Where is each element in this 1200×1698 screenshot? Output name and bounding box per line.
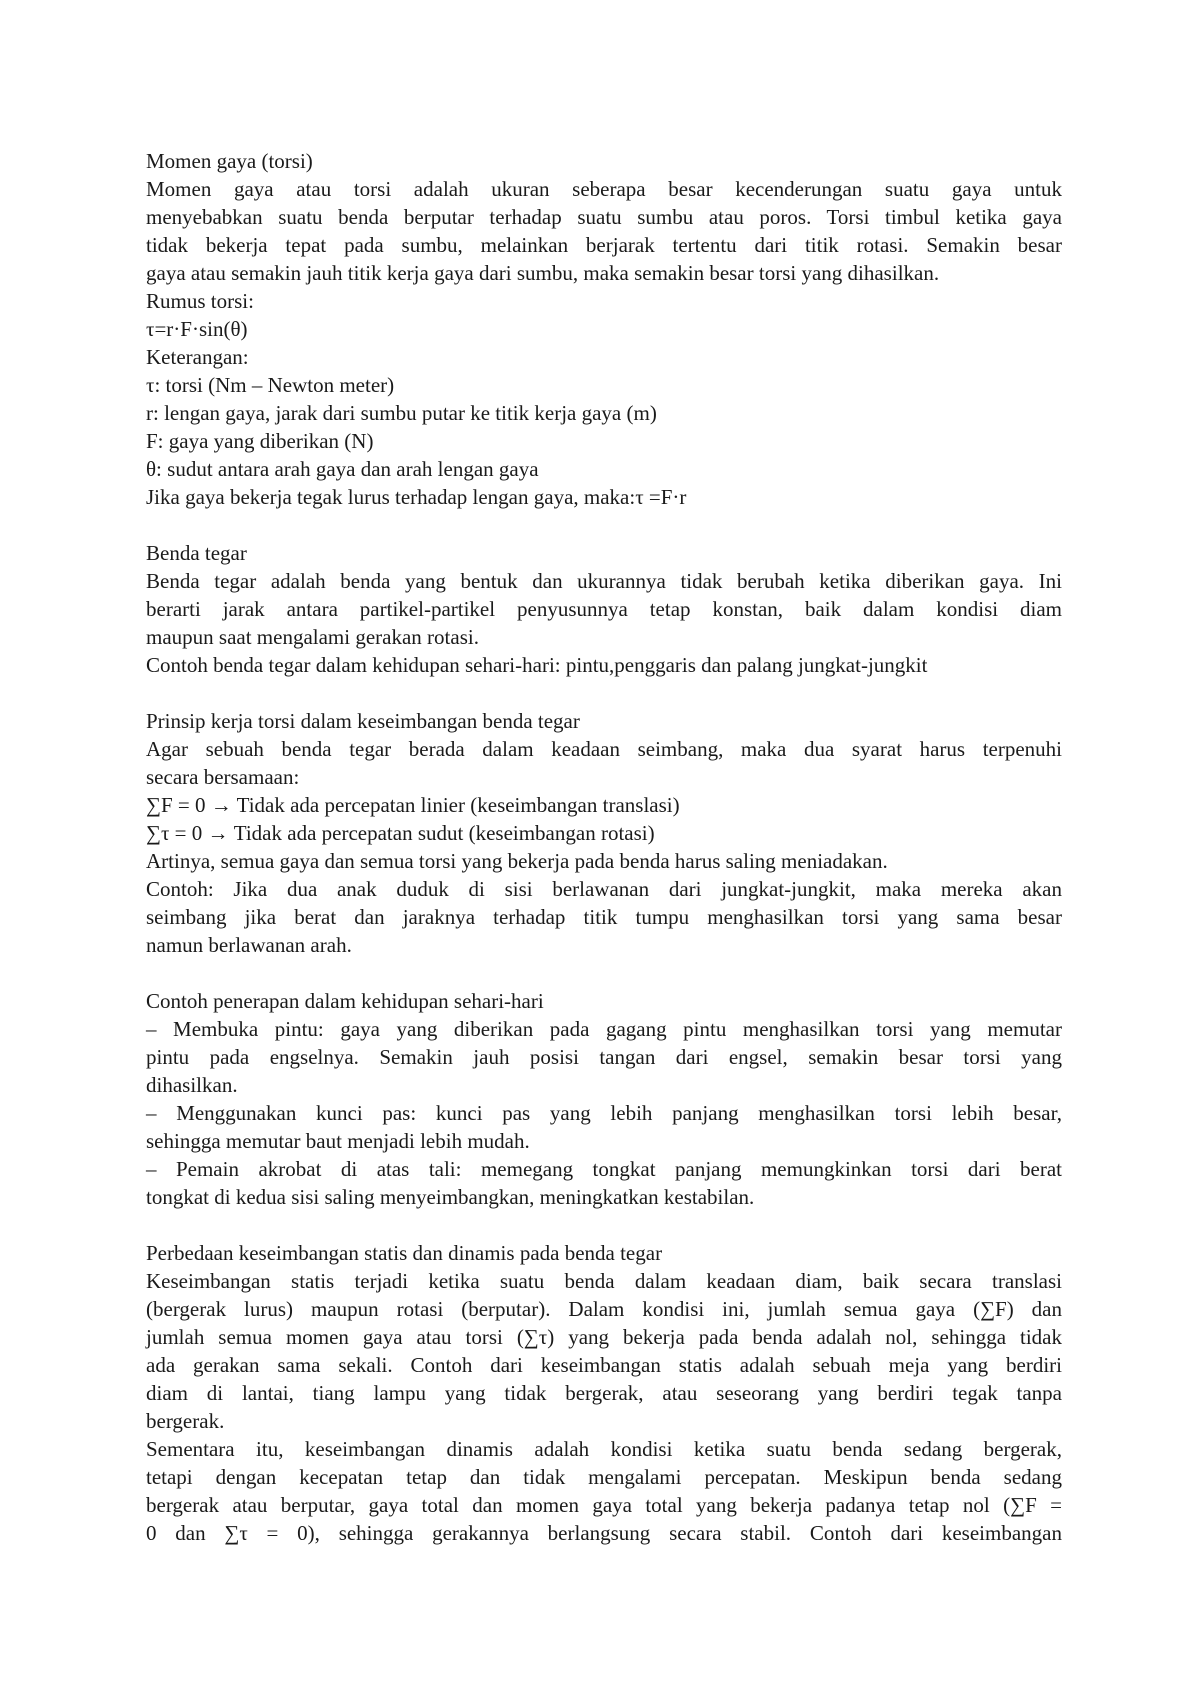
section-4: [146, 987, 1062, 1211]
text-line: namun berlawanan arah.: [146, 933, 352, 957]
text-line: secara bersamaan:: [146, 765, 300, 789]
text-line: τ: torsi (Nm – Newton meter): [146, 373, 395, 397]
text-line: Sementara itu, keseimbangan dinamis adalah kondisi ketika suatu benda sedang bergerak,: [146, 1437, 1062, 1461]
section-2: [146, 539, 1062, 679]
text-line: tidak bekerja tepat pada sumbu, melainkan berjarak tertentu dari titik rotasi. Semakin besar: [146, 233, 1062, 257]
paragraph-gap: [146, 959, 1062, 987]
text-line: tetapi dengan kecepatan tetap dan tidak mengalami percepatan. Meskipun benda sedang: [146, 1465, 1062, 1489]
text-line: ada gerakan sama sekali. Contoh dari keseimbangan statis adalah sebuah meja yang berdiri: [146, 1353, 1062, 1377]
text-line: sehingga memutar baut menjadi lebih mudah.: [146, 1129, 530, 1153]
section-3: [146, 707, 1062, 959]
text-line: ∑F = 0 → Tidak ada percepatan linier (keseimbangan translasi): [146, 793, 680, 817]
section-heading: Perbedaan keseimbangan statis dan dinamis pada benda tegar: [146, 1241, 663, 1265]
section-heading: Benda tegar: [146, 541, 247, 565]
text-line: Benda tegar adalah benda yang bentuk dan ukurannya tidak berubah ketika diberikan gaya. Ini: [146, 569, 1062, 593]
paragraph-gap: [146, 679, 1062, 707]
text-line: ∑τ = 0 → Tidak ada percepatan sudut (keseimbangan rotasi): [146, 821, 655, 845]
text-line: – Pemain akrobat di atas tali: memegang tongkat panjang memungkinkan torsi dari berat: [146, 1157, 1062, 1181]
text-line: r: lengan gaya, jarak dari sumbu putar ke titik kerja gaya (m): [146, 401, 657, 425]
text-line: F: gaya yang diberikan (N): [146, 429, 374, 453]
text-line: Rumus torsi:: [146, 289, 254, 313]
section-5: [146, 1239, 1062, 1547]
text-line: bergerak atau berputar, gaya total dan momen gaya total yang bekerja padanya tetap nol (∑F =: [146, 1493, 1062, 1517]
text-line: diam di lantai, tiang lampu yang tidak bergerak, atau seseorang yang berdiri tegak tanpa: [146, 1381, 1062, 1405]
text-line: Contoh: Jika dua anak duduk di sisi berlawanan dari jungkat-jungkit, maka mereka akan: [146, 877, 1062, 901]
text-line: Contoh benda tegar dalam kehidupan sehari-hari: pintu,penggaris dan palang jungkat-jungkit: [146, 653, 928, 677]
text-line: Keterangan:: [146, 345, 249, 369]
text-line: Agar sebuah benda tegar berada dalam keadaan seimbang, maka dua syarat harus terpenuhi: [146, 737, 1062, 761]
text-line: θ: sudut antara arah gaya dan arah lengan gaya: [146, 457, 539, 481]
paragraph-gap: [146, 511, 1062, 539]
text-line: jumlah semua momen gaya atau torsi (∑τ) yang bekerja pada benda adalah nol, sehingga tidak: [146, 1325, 1062, 1349]
text-line: Artinya, semua gaya dan semua torsi yang bekerja pada benda harus saling meniadakan.: [146, 849, 888, 873]
text-line: 0 dan ∑τ = 0), sehingga gerakannya berlangsung secara stabil. Contoh dari keseimbangan: [146, 1521, 1062, 1545]
text-line: (bergerak lurus) maupun rotasi (berputar). Dalam kondisi ini, jumlah semua gaya (∑F) dan: [146, 1297, 1062, 1321]
text-line: Jika gaya bekerja tegak lurus terhadap lengan gaya, maka:τ =F·r: [146, 485, 687, 509]
text-line: bergerak.: [146, 1409, 225, 1433]
section-heading: Momen gaya (torsi): [146, 149, 313, 173]
text-line: seimbang jika berat dan jaraknya terhadap titik tumpu menghasilkan torsi yang sama besar: [146, 905, 1062, 929]
text-line: Momen gaya atau torsi adalah ukuran seberapa besar kecenderungan suatu gaya untuk: [146, 177, 1062, 201]
document-page: [146, 147, 1062, 1547]
paragraph-gap: [146, 1211, 1062, 1239]
text-line: tongkat di kedua sisi saling menyeimbangkan, meningkatkan kestabilan.: [146, 1185, 755, 1209]
text-line: berarti jarak antara partikel-partikel penyusunnya tetap konstan, baik dalam kondisi diam: [146, 597, 1062, 621]
section-1: [146, 147, 1062, 511]
text-line: maupun saat mengalami gerakan rotasi.: [146, 625, 479, 649]
section-heading: Contoh penerapan dalam kehidupan sehari-hari: [146, 989, 544, 1013]
section-heading: Prinsip kerja torsi dalam keseimbangan benda tegar: [146, 709, 580, 733]
text-line: – Membuka pintu: gaya yang diberikan pada gagang pintu menghasilkan torsi yang memutar: [146, 1017, 1062, 1041]
text-line: gaya atau semakin jauh titik kerja gaya dari sumbu, maka semakin besar torsi yang dihasilkan.: [146, 261, 940, 285]
text-line: Keseimbangan statis terjadi ketika suatu benda dalam keadaan diam, baik secara translasi: [146, 1269, 1062, 1293]
text-line: τ=r·F·sin(θ): [146, 317, 248, 341]
text-line: pintu pada engselnya. Semakin jauh posisi tangan dari engsel, semakin besar torsi yang: [146, 1045, 1062, 1069]
text-line: menyebabkan suatu benda berputar terhadap suatu sumbu atau poros. Torsi timbul ketika gaya: [146, 205, 1062, 229]
text-line: dihasilkan.: [146, 1073, 238, 1097]
text-line: – Menggunakan kunci pas: kunci pas yang lebih panjang menghasilkan torsi lebih besar,: [146, 1101, 1062, 1125]
